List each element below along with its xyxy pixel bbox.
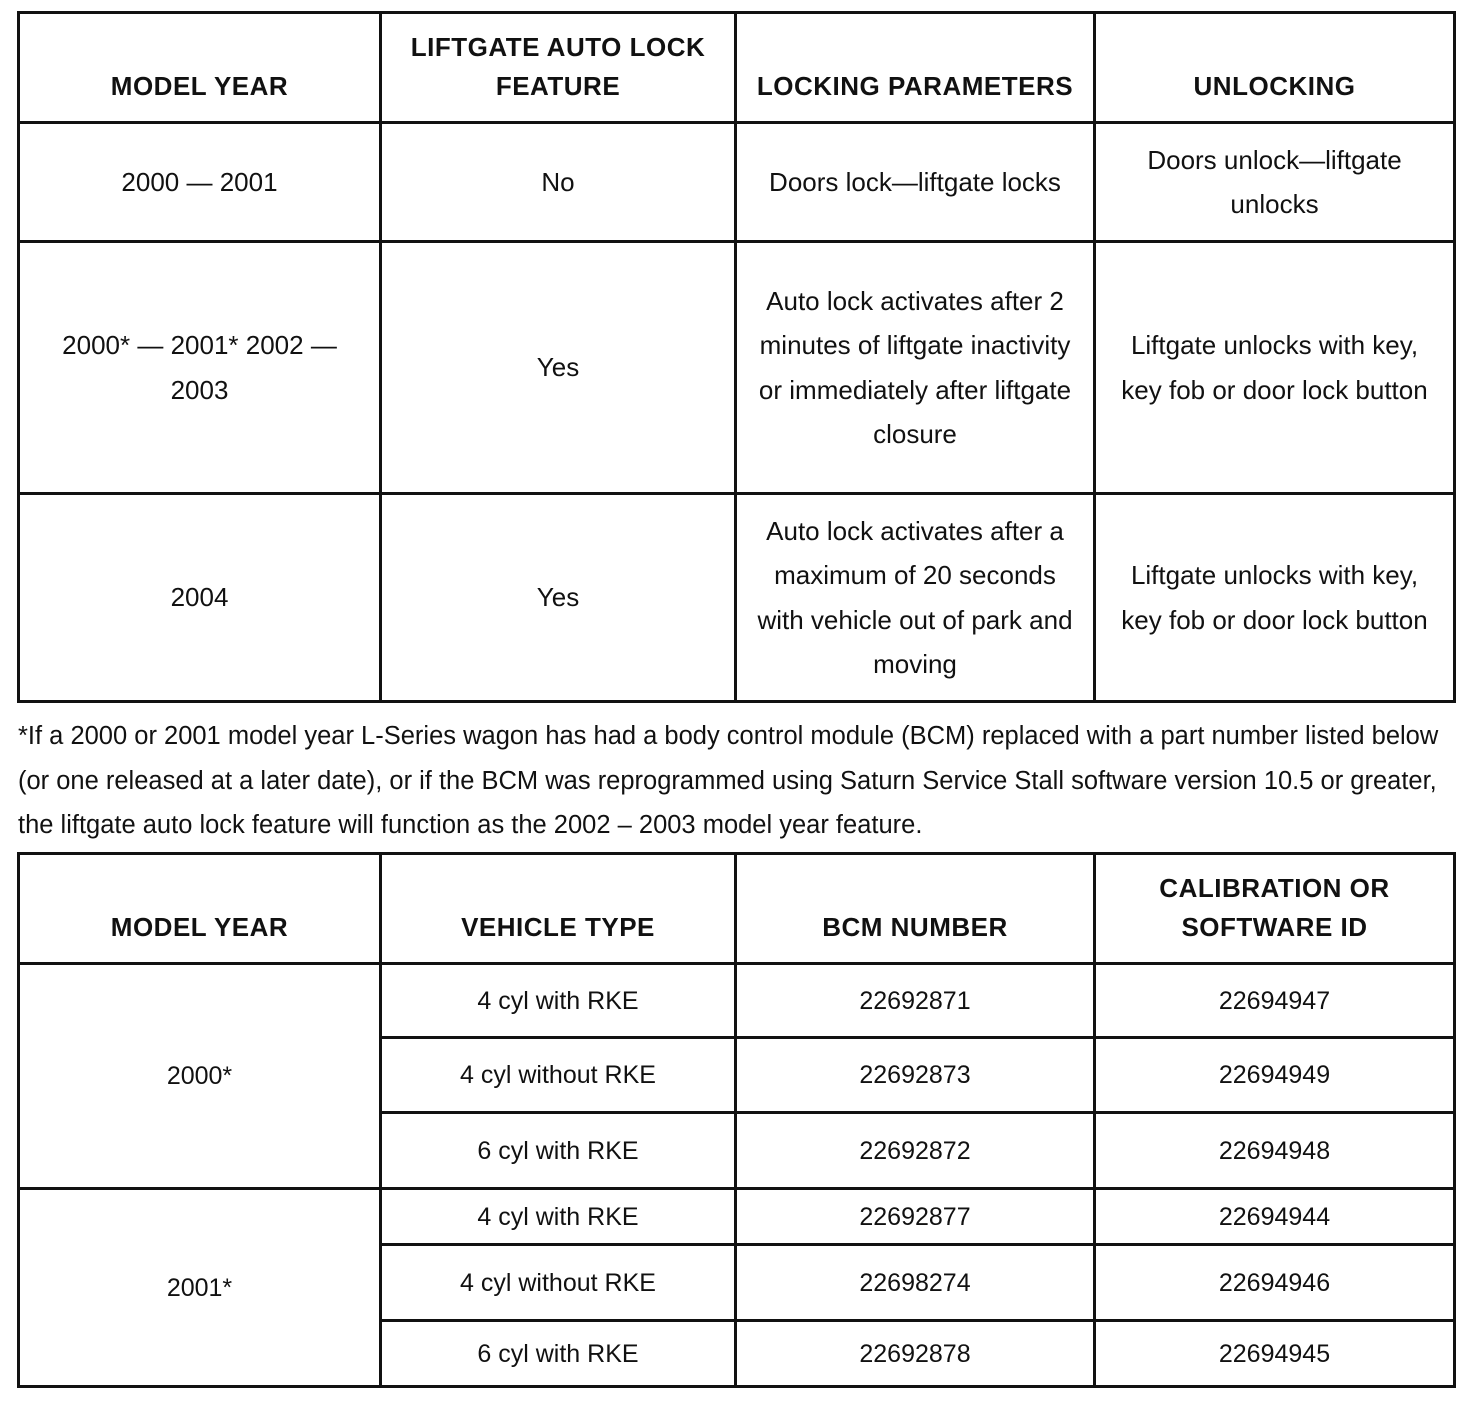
bcm-footnote: *If a 2000 or 2001 model year L-Series wagon has had a body control module (BCM) replaced with a part number listed below (or one released at a later date), or if the BCM was reprogrammed using Saturn Service Stall software version 10.5 or greater, the liftgate auto lock feature will function as the 2002 – 2003 model year feature. (18, 722, 1439, 839)
bcm-number-cell: 22692873 (736, 1038, 1095, 1113)
locking-cell: Auto lock activates after a maximum of 20 seconds with vehicle out of park and moving (736, 494, 1095, 702)
header-unlocking: UNLOCKING (1095, 13, 1455, 123)
vehicle-type-cell: 4 cyl without RKE (381, 1245, 736, 1321)
bcm-number-cell: 22692878 (736, 1321, 1095, 1387)
bcm-part-number-table (17, 852, 1456, 1388)
vehicle-type-cell: 4 cyl with RKE (381, 964, 736, 1038)
table-row (19, 242, 1455, 494)
header-model-year: MODEL YEAR (19, 13, 381, 123)
header-vehicle-type: VEHICLE TYPE (381, 854, 736, 964)
header-calibration-software-id: CALIBRATION OR SOFTWARE ID (1095, 854, 1455, 964)
unlocking-cell: Liftgate unlocks with key, key fob or door lock button (1095, 494, 1455, 702)
software-id-cell: 22694949 (1095, 1038, 1455, 1113)
header-model-year: MODEL YEAR (19, 854, 381, 964)
model-year-cell: 2004 (19, 494, 381, 702)
feature-cell: Yes (381, 242, 736, 494)
vehicle-type-cell: 6 cyl with RKE (381, 1113, 736, 1189)
bcm-number-cell: 22692871 (736, 964, 1095, 1038)
vehicle-type-cell: 4 cyl without RKE (381, 1038, 736, 1113)
model-year-group-cell: 2001* (19, 1189, 381, 1387)
feature-cell: Yes (381, 494, 736, 702)
header-bcm-number: BCM NUMBER (736, 854, 1095, 964)
bcm-number-cell: 22698274 (736, 1245, 1095, 1321)
model-year-cell: 2000* — 2001* 2002 — 2003 (19, 242, 381, 494)
feature-cell: No (381, 123, 736, 242)
unlocking-cell: Doors unlock—liftgate unlocks (1095, 123, 1455, 242)
table-row (19, 964, 1455, 1038)
liftgate-feature-table (17, 11, 1456, 703)
model-year-group-cell: 2000* (19, 964, 381, 1189)
bcm-number-cell: 22692872 (736, 1113, 1095, 1189)
table-row (19, 123, 1455, 242)
software-id-cell: 22694948 (1095, 1113, 1455, 1189)
locking-cell: Auto lock activates after 2 minutes of liftgate inactivity or immediately after liftgate closure (736, 242, 1095, 494)
model-year-cell: 2000 — 2001 (19, 123, 381, 242)
vehicle-type-cell: 6 cyl with RKE (381, 1321, 736, 1387)
software-id-cell: 22694947 (1095, 964, 1455, 1038)
vehicle-type-cell: 4 cyl with RKE (381, 1189, 736, 1245)
table-row (19, 1189, 1455, 1245)
header-liftgate-auto-lock-feature: LIFTGATE AUTO LOCK FEATURE (381, 13, 736, 123)
unlocking-cell: Liftgate unlocks with key, key fob or door lock button (1095, 242, 1455, 494)
table-row (19, 494, 1455, 702)
header-locking-parameters: LOCKING PARAMETERS (736, 13, 1095, 123)
software-id-cell: 22694945 (1095, 1321, 1455, 1387)
software-id-cell: 22694946 (1095, 1245, 1455, 1321)
feature-table-header-row (19, 13, 1455, 123)
bcm-table-header-row (19, 854, 1455, 964)
software-id-cell: 22694944 (1095, 1189, 1455, 1245)
locking-cell: Doors lock—liftgate locks (736, 123, 1095, 242)
bcm-number-cell: 22692877 (736, 1189, 1095, 1245)
